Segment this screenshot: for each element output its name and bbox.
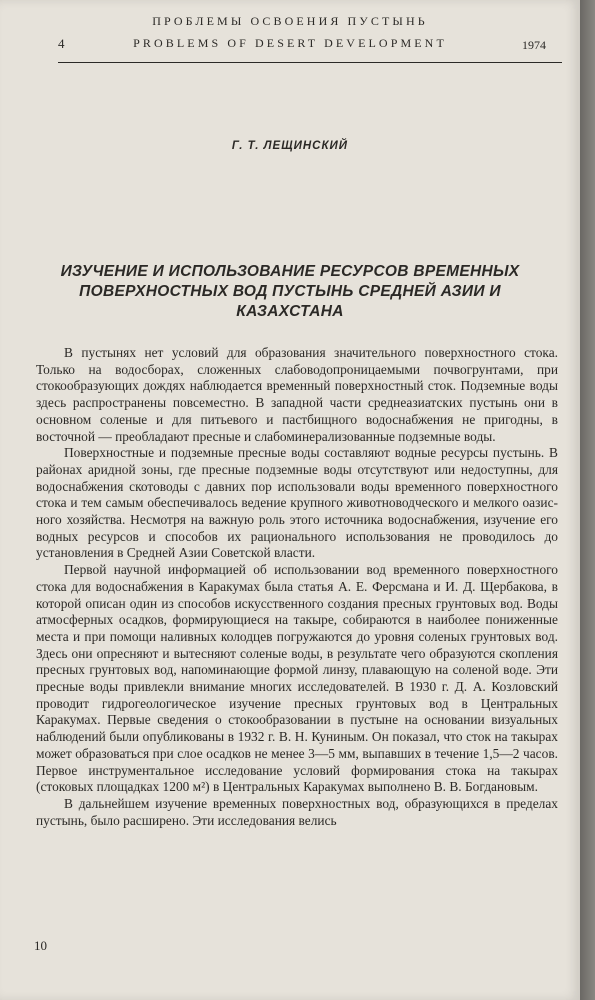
paragraph-1: В пустынях нет условий для образования значительного поверхностного стока. Только на водосборах, сложенных слабоводопроницаемыми почвогрунтами, при стокообразующих дождях наблюдается временный поверхностный сток. Подземные воды здесь распространены повсеместно. В западной части среднеазиатских пустынь они в основном соленые и для питьевого и пастбищного водоснабжения не пригодны, в восточной — преобладают пресные и слабоминерализованные подземные воды. [36, 345, 558, 444]
paragraph-2: Поверхностные и подземные пресные воды составляют водные ресурсы пустынь. В районах аридной зоны, где пресные подземные воды отсутствуют или недоступны, для водоснабжения скотоводы с давних пор использовали воды временного поверхностного стока и тем самым обеспечивалось ведение крупного животноводческого и мелкого оазисного хозяйства. Несмотря на важную роль этого источника водоснабжения, изучение его водных ресурсов и способов их рационального использования не проводилось до установления в Средней Азии Советской власти. [36, 445, 558, 561]
header-page-number: 4 [58, 36, 65, 51]
page-folio: 10 [34, 938, 47, 953]
article-title: ИЗУЧЕНИЕ И ИСПОЛЬЗОВАНИЕ РЕСУРСОВ ВРЕМЕННЫХ ПОВЕРХНОСТНЫХ ВОД ПУСТЫНЬ СРЕДНЕЙ АЗИИ И КАЗАХСТАНА [60, 263, 520, 320]
header-rule [58, 62, 562, 63]
book-page-edge [580, 0, 595, 1000]
paragraph-4: В дальнейшем изучение временных поверхностных вод, образующихся в пределах пустынь, было расширено. Эти исследования велись [36, 795, 558, 828]
journal-title-russian: ПРОБЛЕМЫ ОСВОЕНИЯ ПУСТЫНЬ [152, 14, 428, 28]
paragraph-3: Первой научной информацией об использовании вод временного поверхностного стока для водоснабжения в Каракумах была статья А. Е. Ферсмана и И. Д. Щербакова, в которой описан один из способов искусственного создания пресных грунтовых вод. Воды атмосферных осадков, формирующиеся на такыре, собираются в наиболее пониженные места и при помощи наливных колодцев погружаются до уровня соленых грунтовых вод. Здесь они опресняют и вытесняют соленые воды, в результате чего образуются скопления пресных грунтовых вод, напоминающие формой линзу, плавающую на соленой воде. Эти пресные воды привлекли внимание многих исследователей. В 1930 г. Д. А. Козловский проводит гидрогеологическое изучение пресных грунтовых вод в Центральных Каракумах. Первые сведения о стокообразовании в пустыне на основании визуальных наблюдений были опубликованы в 1932 г. В. Н. Куниным. Он показал, что сток на такырах может образоваться при слое осадков не менее 3—5 мм, выпавших в течение 1,5—2 часов. Первое инструментальное исследование условий формирования стока на такырах (стоковых площадках 1200 м²) в Центральных Каракумах выполнено В. В. Богдановым. [36, 562, 558, 795]
header-year: 1974 [522, 38, 546, 52]
journal-title-english: PROBLEMS OF DESERT DEVELOPMENT [133, 36, 447, 50]
article-body [36, 345, 558, 829]
article-author: Г. Т. ЛЕЩИНСКИЙ [231, 140, 349, 152]
